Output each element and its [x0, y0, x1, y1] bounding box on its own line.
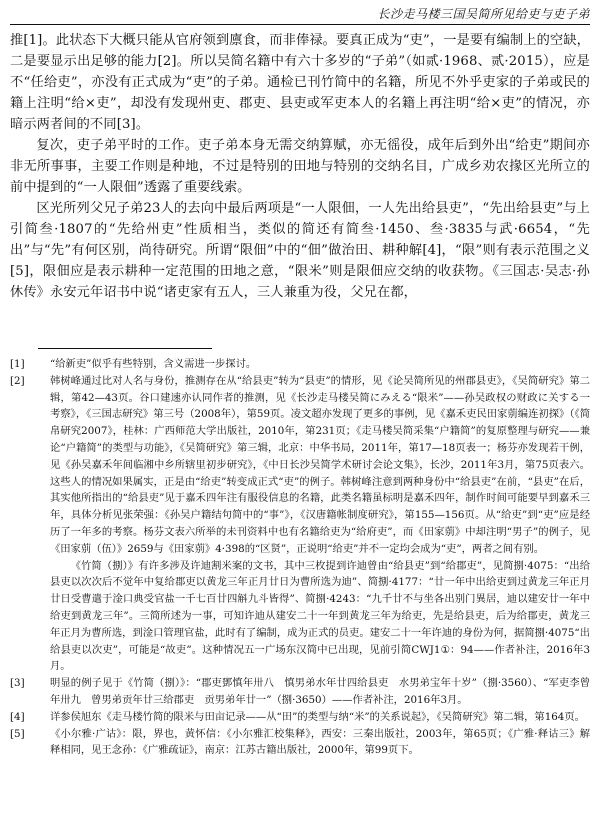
running-header: 长沙走马楼三国吴简所见给吏与吏子弟: [377, 7, 590, 21]
footnote-label: [2]: [10, 374, 25, 387]
footnote-4: [10, 709, 590, 726]
footnote-text: 《竹简（捌）》有许多涉及许迪割米案的文书，其中三枚提到许迪曾由“给县吏”到“给郡吏”，见简捌·4075：“出给县吏以次次后不觉年中复给郡吏以黄龙三年正月廿日为曹所选为迪”、简捌·4177：“廿一年中出给吏到过黄龙三年正月廿日受曹遣于淦口典受官盐一千七百廿四斛九斗皆得”、简捌·4243：“九千廿不与坐各出别门異居，迪以建安廿一年中给吏到黄龙三年”。三简所述为一事，可知许迪从建安二十一年到黄龙三年为给吏，先是给县吏，后为给郡吏，黄龙三年正月为曹所选，到淦口管理官盐，此时有了编制，成为正式的员吏。建安二十一年许迪的身份为何，据简捌·4075“出给县吏以次吏”，可能是“故吏”。这种情况五一广场东汉简中已出现，见前引简CWJ1①：94——作者补注，2016年3月。: [50, 559, 590, 673]
body-paragraph-1: 推[1]。此状态下大概只能从官府领到廪食，而非俸禄。要真正成为“吏”，一是要有编制上的空缺，二是要显示出足够的能力[2]。所以吴简名籍中有六十多岁的“子弟”（如贰·1968、贰·2015），应是不“任给吏”，亦没有正式成为“吏”的子弟。通检已刊竹简中的名籍，所见不外乎吏家的子弟或民的籍上注明“给×吏”，却没有发现州吏、郡吏、县吏或军吏本人的名籍上再注明“给×吏”的情况，亦暗示两者间的不同[3]。: [10, 33, 590, 132]
footnote-text: 明显的例子见于《竹简（捌）》：“郡吏鄧慎年卅八 慎男弟水年廿四给县吏 水男弟宝年十岁”（捌·3560）、“军吏李曾年卅九 曾男弟贡年廿三给郡吏 贡男弟年廿一”（捌·3650）——作者补注，2016年3月。: [50, 677, 590, 706]
footnote-2: [10, 373, 590, 675]
footnote-rule: [38, 348, 212, 349]
footnote-5: [10, 726, 590, 760]
footnote-text: 《小尔雅·广诂》：限，界也，黄怀信：《小尔雅汇校集释》，西安：三秦出版社，2003年，第65页；《广雅·释诂三》解释相同，见王念孙：《广雅疏证》，南京：江苏古籍出版社，2000年，第99页下。: [50, 727, 590, 757]
footnotes: [10, 356, 590, 759]
footnote-3: [10, 675, 590, 709]
body-paragraph-3: 区光所列父兄子弟23人的去向中最后两项是“一人限佃，一人先出给县吏”，“先出给县吏”与上引简叁·1807的“先给州吏”性质相当，类似的简还有简叁·1450、叁·3835与武·6654，“先出”与“先”有何区别，尚待研究。所谓“限佃”中的“佃”做治田、耕种解[4]，“限”则有表示范围之义[5]，限佃应是表示耕种一定范围的田地之意，“限米”则是限佃应交纳的收获物。《三国志·吴志·孙休传》永安元年诏书中说“诸吏家有五人，三人兼重为役，父兄在都，: [10, 201, 590, 300]
header-rule: [10, 24, 590, 25]
body-text: [10, 30, 590, 303]
footnote-text: 详参侯旭东《走马楼竹简的限米与田亩记录——从“田”的类型与纳“米”的关系说起》，《吴简研究》第二辑，第164页。: [50, 710, 585, 723]
footnote-label: [5]: [10, 727, 25, 740]
footnote-label: [4]: [10, 710, 25, 723]
footnote-label: [3]: [10, 677, 25, 690]
body-paragraph-2: 复次，吏子弟平时的工作。吏子弟本身无需交纳算赋，亦无徭役，成年后到外出“给吏”期间亦非无所事事，主要工作则是种地，不过是特别的田地与特别的交纳名目，广成乡劝农掾区光所立的前中提到的“一人限佃”透露了重要线索。: [10, 138, 590, 195]
footnote-text: “给新吏”似乎有些特别，含义需进一步探讨。: [50, 358, 257, 370]
footnote-1: [10, 356, 590, 373]
footnote-label: [1]: [10, 358, 25, 370]
footnote-text: 韩树峰通过比对人名与身份，推测存在从“给县吏”转为“县吏”的情形，见《论吴简所见的州郡县吏》，《吴简研究》第二辑，第42—43页。谷口建速亦认同作者的推测，见《长沙走马楼吴简にみえる“限米”——孙吴政权の财政に关する一考察》，《三国志研究》第三号（2008年），第59页。凌文超亦发现了更多的事例，见《嘉禾吏民田家莂编连初探》（《简帛研究2007》，桂林：广西师范大学出版社，2010年，第231页；《走马楼吴简采集“户籍简”的复原整理与研究——兼论“户籍简”的类型与功能》，《吴简研究》第三辑，北京：中华书局，2011年，第17—18页表一；杨芬亦发现若干例，见《孙吴嘉禾年间临湘中乡所辖里初步研究》，《中日长沙吴简学术研讨会论文集》，长沙，2011年3月，第75页表六。这些人的情况如果属实，正是由“给吏”转变成正式“吏”的例子。韩树峰注意到两种身份中“给县吏”在前，“县吏”在后，其实他所指出的“给县吏”见于嘉禾四年注有服役信息的名籍，此类名籍虽标明是嘉禾四年，制作时间可能要早到嘉禾三年，具体分析见张荣强：《孙吴户籍结句简中的“事”》，《汉唐籍帐制度研究》，第155—156页。从“给吏”到“吏”应是经历了一年多的考察。杨芬文表六所举的未刊资料中也有名籍给吏为“给府吏”，而《田家莂》中却注明“男子”的例子，见《田家莂（伍）》2659与《田家莂》4·398的“区贤”，正说明“给吏”并不一定均会成为“吏”，两者之间有别。: [50, 374, 590, 555]
